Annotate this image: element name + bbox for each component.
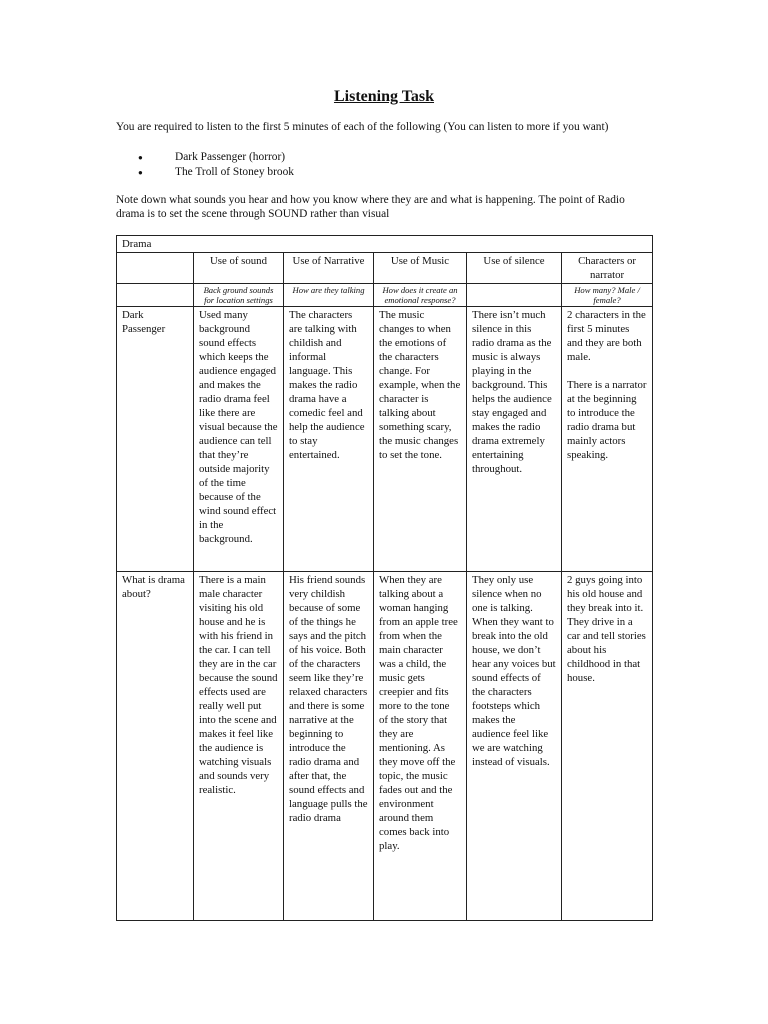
column-hint-sound: Back ground sounds for location settings: [194, 284, 284, 307]
table-cell: When they are talking about a woman hanging from an apple tree from when the main character was a child, the music gets creepier and fits more to the tone of the story that they are mentioning. As they move off the topic, the music fades out and the environment around them comes back into play.: [374, 572, 467, 921]
column-header-characters: Characters or narrator: [562, 253, 653, 284]
table-subheader-row: [117, 284, 653, 307]
column-hint-characters: How many? Male / female?: [562, 284, 653, 307]
narrator-text: There is a narrator at the beginning to introduce the radio drama but mainly actors speaking.: [567, 379, 647, 461]
table-row: [117, 307, 653, 572]
table-cell: 2 guys going into his old house and they break into it. They drive in a car and tell stories about his childhood in that house.: [562, 572, 653, 921]
drama-label-cell: Drama: [117, 236, 653, 253]
list-item: ● The Troll of Stoney brook: [138, 165, 294, 180]
page-title: Listening Task: [333, 88, 435, 105]
column-header-narrative: Use of Narrative: [284, 253, 374, 284]
table-cell: The characters are talking with childish and informal language. This makes the radio drama have a comedic feel and help the audience to stay entertained.: [284, 307, 374, 572]
empty-cell: [117, 253, 194, 284]
table-row: [117, 572, 653, 921]
table-row: [117, 236, 653, 253]
column-header-sound: Use of sound: [194, 253, 284, 284]
list-item: ● Dark Passenger (horror): [138, 150, 294, 165]
column-hint-narrative: How are they talking: [284, 284, 374, 307]
table-cell: They only use silence when no one is talking. When they want to break into the old house, we don’t hear any voices but sound effects of the characters footsteps which makes the audience feel like we are watching instead of visuals.: [467, 572, 562, 921]
table-cell: His friend sounds very childish because of some of the things he says and the pitch of his voice. Both of the characters seem like they’re relaxed characters and there is some narrative at the beginning to introduce the radio drama and after that, the sound effects and language pulls the radio drama: [284, 572, 374, 921]
column-hint-silence: [467, 284, 562, 307]
intro-paragraph: You are required to listen to the first 5 minutes of each of the following (You can listen to more if you want): [116, 121, 609, 133]
column-header-music: Use of Music: [374, 253, 467, 284]
table-cell: The music changes to when the emotions of the characters change. For example, when the character is talking about something scary, the music changes to set the tone.: [374, 307, 467, 572]
analysis-table: [116, 235, 653, 921]
characters-count-text: 2 characters in the first 5 minutes and they are both male.: [567, 309, 646, 363]
column-hint-music: How does it create an emotional response?: [374, 284, 467, 307]
empty-cell: [117, 284, 194, 307]
column-header-silence: Use of silence: [467, 253, 562, 284]
note-paragraph: Note down what sounds you hear and how you know where they are and what is happening. The point of Radio drama is to set the scene through SOUND rather than visual: [116, 194, 625, 220]
row-label: What is drama about?: [117, 572, 194, 921]
table-cell: Used many background sound effects which keeps the audience engaged and makes the radio drama feel like there are visual because the audience can tell that they’re outside majority of the time because of the wind sound effect in the background.: [194, 307, 284, 572]
table-cell: There isn’t much silence in this radio drama as the music is always playing in the background. This helps the audience stay engaged and makes the radio drama extremely entertaining throughout.: [467, 307, 562, 572]
table-cell: There is a main male character visiting his old house and he is with his friend in the car. I can tell they are in the car because the sound effects used are really well put into the scene and makes it feel like the audience is watching visuals and sounds very realistic.: [194, 572, 284, 921]
row-label: Dark Passenger: [117, 307, 194, 572]
table-cell: [562, 307, 653, 572]
drama-list: [138, 150, 294, 180]
table-header-row: [117, 253, 653, 284]
